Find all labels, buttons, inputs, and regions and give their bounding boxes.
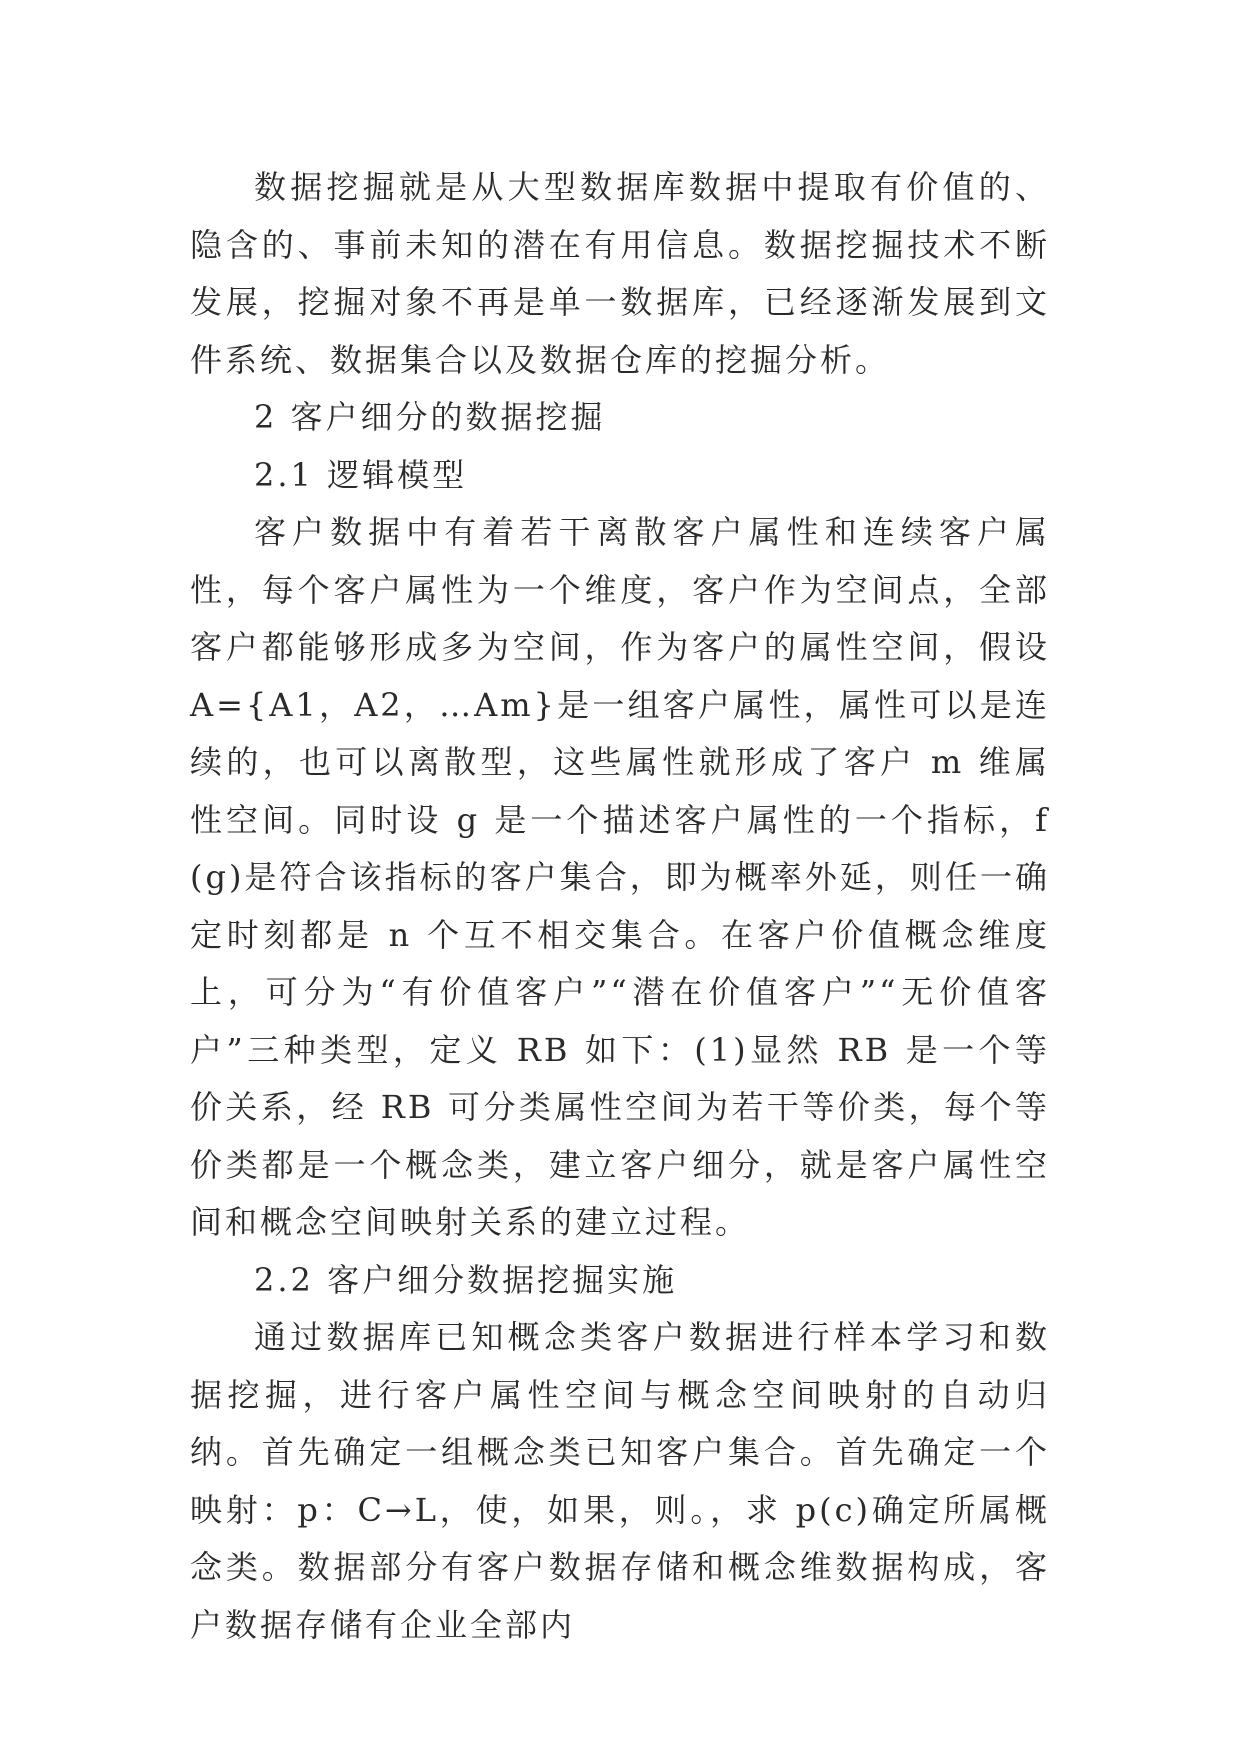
section-heading-2-2: 2.2 客户细分数据挖掘实施 bbox=[254, 1260, 678, 1299]
section-heading-2-1: 2.1 逻辑模型 bbox=[254, 455, 468, 494]
paragraph-logic-model: 客户数据中有着若干离散客户属性和连续客户属性，每个客户属性为一个维度，客户作为空间点，全部客户都能够形成多为空间，作为客户的属性空间，假设 A={A1，A2，…Am}是一组客户属性，属性可以是连续的，也可以离散型，这些属性就形成了客户 m 维属性空间。同时设 g 是一个描述客户属性的一个指标，f(g)是符合该指标的客户集合，即为概率外延，则任一确定时刻都是 n 个互不相交集合。在客户价值概念维度上，可分为“有价值客户”“潜在价值客户”“无价值客户”三种类型，定义 RB 如下：(1)显然 RB 是一个等价关系，经 RB 可分类属性空间为若干等价类，每个等价类都是一个概念类，建立客户细分，就是客户属性空间和概念空间映射关系的建立过程。 bbox=[190, 513, 1050, 1241]
paragraph-data-mining-intro: 数据挖掘就是从大型数据库数据中提取有价值的、隐含的、事前未知的潜在有用信息。数据挖掘技术不断发展，挖掘对象不再是单一数据库，已经逐渐发展到文件系统、数据集合以及数据仓库的挖掘分析。 bbox=[190, 168, 1050, 379]
paragraph-implementation: 通过数据库已知概念类客户数据进行样本学习和数据挖掘，进行客户属性空间与概念空间映射的自动归纳。首先确定一组概念类已知客户集合。首先确定一个映射：p：C→L，使，如果，则。，求 p(c)确定所属概念类。数据部分有客户数据存储和概念维数据构成，客户数据存储有企业全部内 bbox=[190, 1318, 1050, 1644]
document-body bbox=[190, 159, 1050, 1654]
section-heading-2: 2 客户细分的数据挖掘 bbox=[254, 398, 606, 436]
